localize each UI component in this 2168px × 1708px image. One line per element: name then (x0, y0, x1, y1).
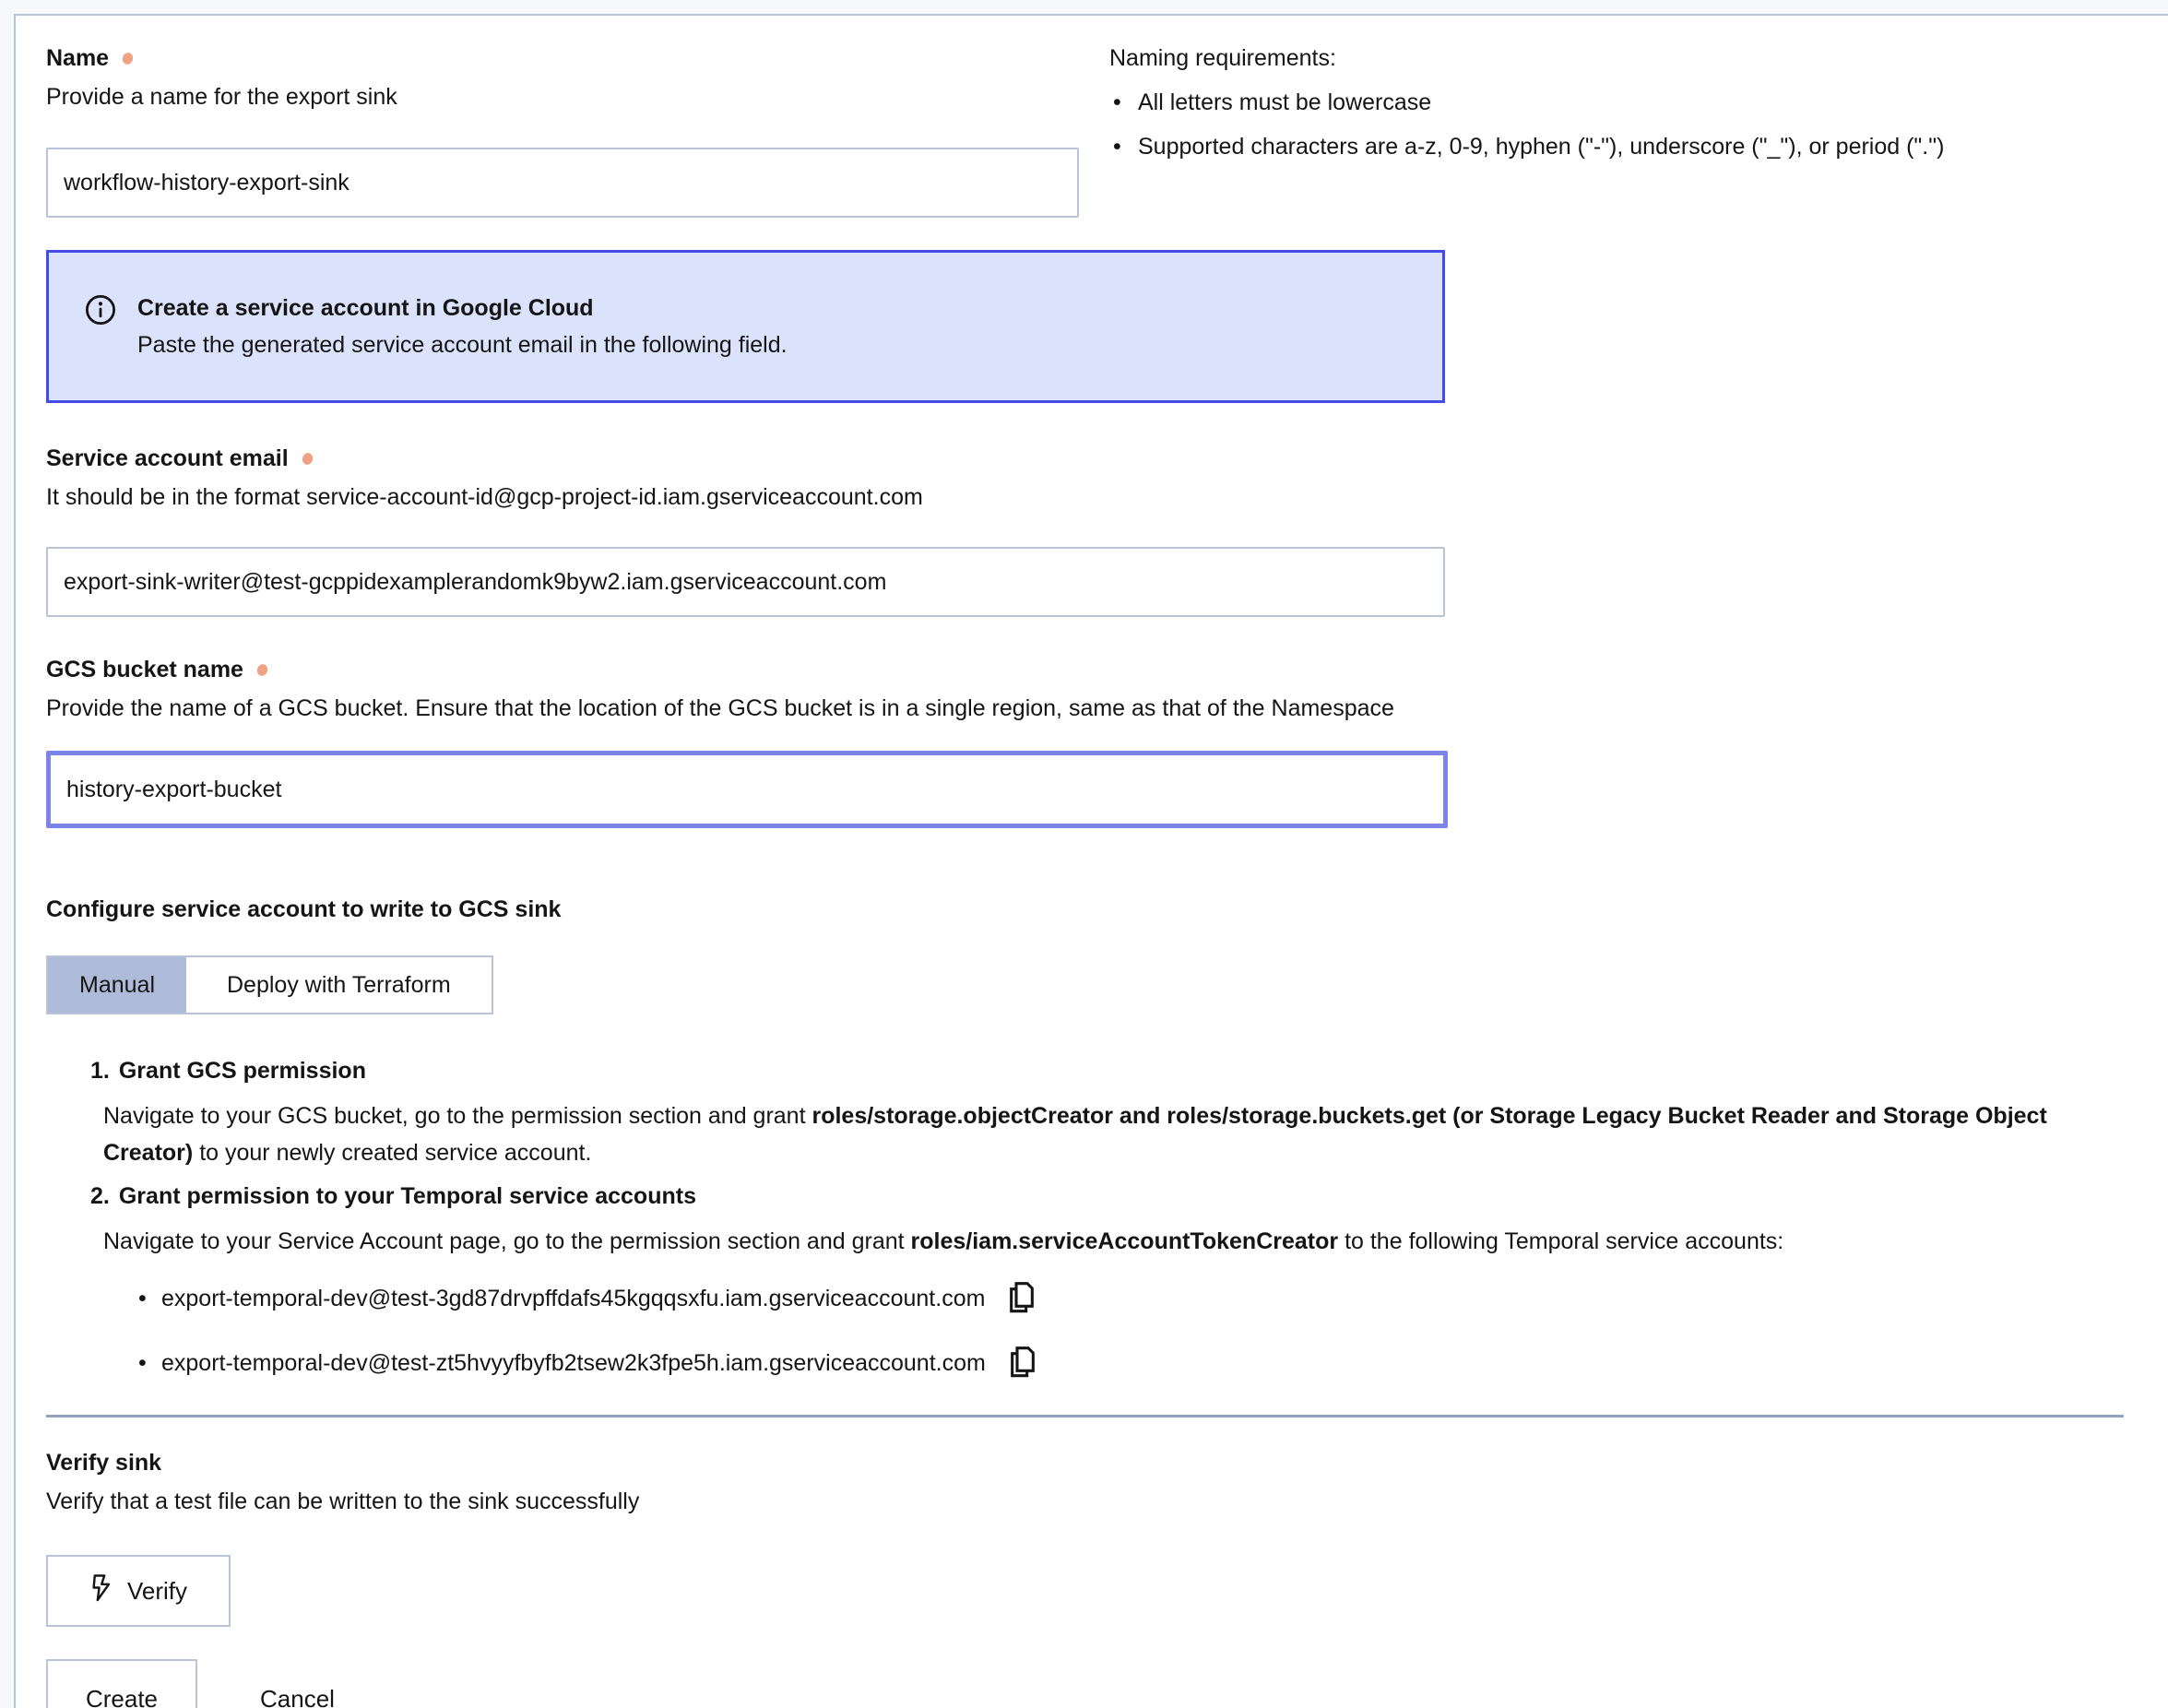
verify-sink-title: Verify sink (46, 1450, 162, 1476)
gcs-bucket-name-input[interactable] (46, 751, 1448, 828)
bullet-icon: • (1113, 134, 1121, 160)
step-body (103, 1097, 2104, 1171)
step-body (103, 1223, 2104, 1260)
naming-requirements-list (1109, 87, 2124, 162)
required-dot-icon (255, 662, 268, 677)
name-field-block (46, 42, 1079, 218)
top-row (46, 42, 2124, 218)
temporal-service-accounts-list (90, 1278, 2124, 1383)
bullet-icon: • (1113, 89, 1121, 115)
tab-deploy-terraform[interactable]: Deploy with Terraform (186, 957, 492, 1013)
service-account-email-label: Service account email (46, 445, 289, 471)
step-body-text: Navigate to your GCS bucket, go to the permission section and grant (103, 1103, 812, 1129)
step-title-row (90, 1055, 2124, 1086)
configure-section-title: Configure service account to write to GCS sink (46, 896, 562, 922)
required-dot-icon (301, 451, 314, 466)
step-title: Grant GCS permission (118, 1058, 366, 1084)
naming-requirement-item (1109, 131, 2124, 162)
info-banner-body: Paste the generated service account email in the following field. (137, 332, 788, 358)
temporal-service-account-item (138, 1278, 2124, 1319)
manual-steps-list (90, 1055, 2124, 1383)
temporal-service-account-item (138, 1343, 2124, 1383)
step-grant-gcs-permission (90, 1055, 2124, 1171)
name-label: Name (46, 45, 110, 71)
section-divider (46, 1415, 2124, 1417)
step-body-bold-text: roles/storage.objectCreator and roles/storage.buckets.get (or Storage Legacy Bucket Reader and Storage Object Creator) (103, 1103, 2047, 1166)
step-grant-temporal-permission (90, 1180, 2124, 1383)
info-icon (84, 293, 117, 362)
step-title: Grant permission to your Temporal service accounts (118, 1183, 696, 1209)
naming-requirements (1109, 42, 2124, 218)
bolt-icon (89, 1573, 113, 1609)
copy-icon (1007, 1281, 1037, 1317)
bullet-icon: • (138, 1349, 147, 1376)
main-panel (14, 14, 2168, 1708)
info-banner (46, 250, 1445, 403)
info-banner-text (137, 291, 788, 362)
copy-button[interactable] (1007, 1281, 1037, 1317)
form-content (16, 16, 2168, 1708)
naming-requirement-text: Supported characters are a-z, 0-9, hyphen ("-"), underscore ("_"), or period (".") (1138, 134, 1945, 160)
copy-button[interactable] (1008, 1346, 1037, 1382)
service-account-email-text: export-temporal-dev@test-3gd87drvpffdafs45kgqqsxfu.iam.gserviceaccount.com (161, 1285, 986, 1311)
form-actions (46, 1659, 2124, 1708)
create-button[interactable]: Create (46, 1659, 197, 1708)
gcs-bucket-name-label-row (46, 654, 2124, 685)
step-body-text: to your newly created service account. (193, 1140, 592, 1166)
name-description: Provide a name for the export sink (46, 84, 397, 110)
copy-icon (1008, 1346, 1037, 1382)
step-title-row (90, 1180, 2124, 1212)
verify-sink-description: Verify that a test file can be written to the sink successfully (46, 1489, 640, 1514)
bullet-icon: • (138, 1285, 147, 1311)
step-number: 2. (90, 1183, 110, 1209)
naming-requirement-item (1109, 87, 2124, 118)
cancel-button[interactable]: Cancel (260, 1685, 335, 1708)
step-body-text: to the following Temporal service accounts: (1338, 1228, 1784, 1254)
tab-manual[interactable]: Manual (48, 957, 186, 1013)
service-account-email-input[interactable] (46, 547, 1445, 617)
verify-button[interactable] (46, 1555, 231, 1627)
configure-tab-group (46, 955, 493, 1014)
verify-button-label: Verify (126, 1576, 188, 1605)
service-account-email-label-row (46, 443, 2124, 474)
step-body-text: Navigate to your Service Account page, go to the permission section and grant (103, 1228, 911, 1254)
name-input[interactable] (46, 148, 1079, 218)
info-banner-title: Create a service account in Google Cloud (137, 295, 594, 321)
service-account-email-description: It should be in the format service-account-id@gcp-project-id.iam.gserviceaccount.com (46, 484, 923, 510)
gcs-bucket-name-label: GCS bucket name (46, 657, 243, 682)
gcs-bucket-name-description: Provide the name of a GCS bucket. Ensure that the location of the GCS bucket is in a single region, same as that of the Namespace (46, 695, 1394, 721)
name-label-row (46, 42, 1079, 74)
step-body-bold-text: roles/iam.serviceAccountTokenCreator (910, 1228, 1339, 1254)
naming-requirement-text: All letters must be lowercase (1138, 89, 1432, 115)
step-number: 1. (90, 1058, 110, 1084)
gcs-bucket-name-block (46, 654, 2124, 828)
naming-requirements-title: Naming requirements: (1109, 45, 1336, 71)
service-account-email-text: export-temporal-dev@test-zt5hvyyfbyfb2tsew2k3fpe5h.iam.gserviceaccount.com (161, 1349, 986, 1376)
required-dot-icon (121, 51, 134, 65)
service-account-email-block (46, 443, 2124, 617)
